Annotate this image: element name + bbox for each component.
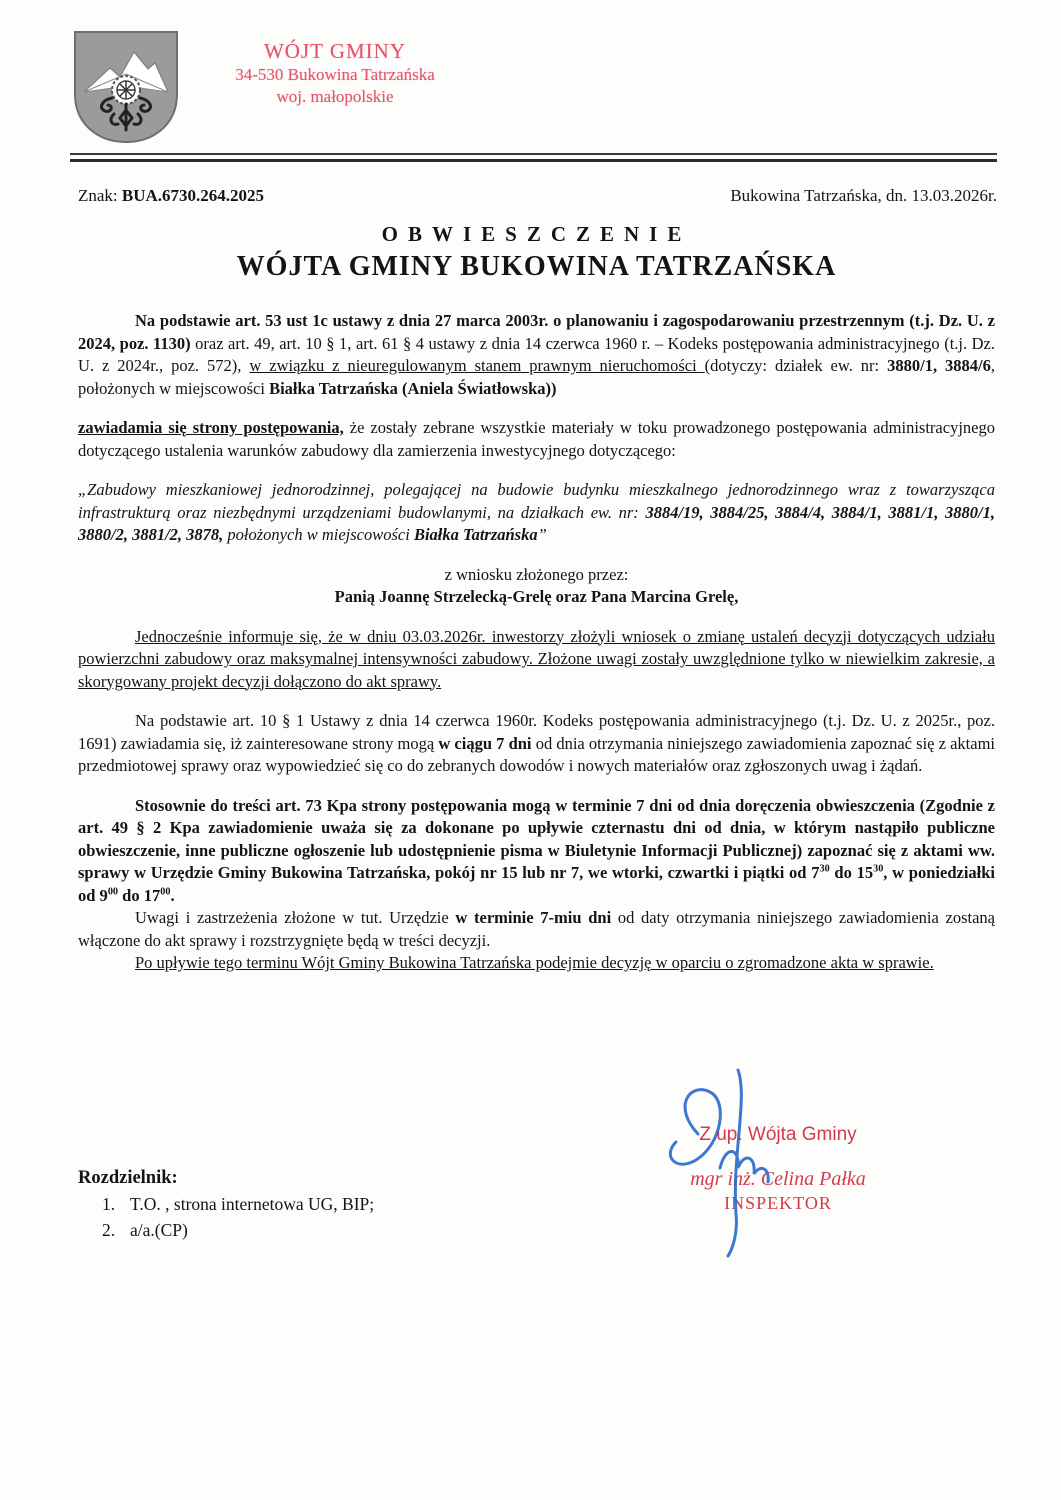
text-segment: ” — [537, 525, 547, 544]
text-segment: Białka Tatrzańska (Aniela Światłowska)) — [269, 378, 557, 398]
office-stamp — [200, 38, 470, 107]
paragraph-remarks — [78, 907, 995, 952]
list-item — [78, 1220, 374, 1241]
stamp-office-name: WÓJT GMINY — [263, 39, 407, 63]
document-body — [78, 222, 995, 975]
signature-name: mgr inż. Celina Pałka — [690, 1168, 866, 1190]
header-divider — [70, 153, 997, 162]
paragraph-amendment-info — [78, 626, 995, 694]
text-segment: Na podstawie art. 53 ust 1c ustawy z dnia 27 marca 2003r. o planowaniu i zagospodarowaniu przestrzennym (t.j. Dz. U. z 2024, poz. 1130) — [78, 311, 995, 353]
text-segment: „Zabudowy mieszkaniowej jednorodzinnej, polegającej na budowie budynku mieszkalnego jednorodzinnego wraz z towarzysząca infrastrukturą oraz niezbędnymi urządzeniami budowlanymi, na działkach ew. nr: — [78, 480, 995, 522]
paragraph-final-decision — [78, 952, 995, 975]
document-subtitle: WÓJTA GMINY BUKOWINA TATRZAŃSKA — [236, 251, 837, 282]
paragraph-notice — [78, 417, 995, 462]
distribution-list — [78, 1168, 374, 1241]
text-segment: w ciągu 7 dni — [438, 733, 532, 753]
text-segment: 00 — [107, 886, 119, 897]
signature-block — [638, 1090, 918, 1214]
text-segment: położonych w miejscowości — [223, 525, 414, 544]
text-segment: od daty otrzymania niniejszego zawiadomienia zostaną włączone do akt sprawy i rozstrzygnięte będą w treści decyzji. — [78, 908, 995, 950]
list-item-text: T.O. , strona internetowa UG, BIP; — [130, 1194, 375, 1214]
text-segment: Uwagi i zastrzeżenia złożone w tut. Urzędzie — [135, 908, 456, 927]
text-segment: że zostały zebrane wszystkie materiały w toku prowadzonego postępowania administracyjnego dotyczącego ustalenia warunków zabudowy dla zamierzenia inwestycyjnego dotyczącego: — [78, 418, 995, 460]
text-segment: do 15 — [829, 863, 874, 882]
text-segment: w związku z nieuregulowanym stanem prawnym nieruchomości — [249, 356, 705, 375]
text-segment: 3884/19, 3884/25, 3884/4, 3884/1, 3881/1, 3880/1, 3880/2, 3881/2, 3878, — [78, 502, 995, 544]
text-segment: Stosownie do treści art. 73 Kpa strony postępowania mogą w terminie 7 dni od dnia doręczenia obwieszczenia (Zgodnie z art. 49 § 2 Kpa zawiadomienie uważa się za dokonane po upływie czternastu dni od dnia, w którym nastąpiło publiczne obwieszczenie, inne publiczne ogłoszenie lub udostępnienie pisma w Biuletynie Informacji Publicznej) zapoznać się z aktami ww. sprawy w Urzędzie Gminy Bukowina Tatrzańska, pokój nr 15 lub nr 7, we wtorki, czwartki i piątki od 7 — [78, 795, 995, 882]
distribution-list-heading: Rozdzielnik: — [78, 1168, 178, 1188]
text-segment: w terminie 7-miu dni — [455, 908, 612, 927]
paragraph-art-73-kpa — [78, 795, 995, 908]
text-segment: . — [170, 885, 175, 905]
text-segment: Białka Tatrzańska — [413, 525, 538, 544]
paragraph-applicants: Panią Joannę Strzelecką-Grelę oraz Pana Marcina Grelę, — [334, 587, 739, 606]
text-segment: oraz art. 49, art. 10 § 1, art. 61 § 4 ustawy z dnia 14 czerwca 1960 r. – Kodeks postępowania administracyjnego (t.j. Dz. U. z 2024r., poz. 572), — [78, 333, 995, 375]
text-segment: Jednocześnie informuje się, że w dniu 03.03.2026r. inwestorzy złożyli wniosek o zmianę ustaleń decyzji dotyczących udziału powierzchni zabudowy oraz maksymalnej intensywności zabudowy. Złożone uwagi zostały uwzględnione tylko w niewielkim zakresie, a skorygowany projekt decyzji dołączono do akt sprawy. — [78, 626, 995, 691]
list-item-text: a/a.(CP) — [130, 1220, 188, 1240]
text-segment: zawiadamia się strony postępowania, — [78, 418, 344, 437]
paragraph-7-days-right — [78, 710, 995, 778]
text-segment: 3880/1, 3884/6 — [887, 356, 991, 375]
coat-of-arms-icon — [70, 28, 182, 146]
text-segment: Na podstawie art. 10 § 1 Ustawy z dnia 14 czerwca 1960r. Kodeks postępowania administracyjnego (t.j. Dz. U. z 2025r., poz. 1691) zawiadamia się, iż zainteresowane strony mogą — [78, 711, 995, 753]
handwritten-signature — [652, 1064, 812, 1264]
stamp-address: 34-530 Bukowina Tatrzańska — [235, 65, 435, 85]
signature-authority-line: Z up. Wójta Gminy — [699, 1124, 857, 1145]
case-number-label: Znak: — [78, 186, 118, 205]
paragraph-application-intro: z wniosku złożonego przez: — [444, 564, 629, 584]
document-title: OBWIESZCZENIE — [381, 222, 692, 246]
place-and-date: Bukowina Tatrzańska, dn. 13.03.2026r. — [730, 186, 997, 205]
paragraph-investment-quote — [78, 479, 995, 547]
text-segment: 00 — [160, 886, 171, 897]
text-segment: 30 — [819, 863, 830, 875]
text-segment: od dnia otrzymania niniejszego zawiadomienia zapoznać się z aktami przedmiotowej sprawy oraz wypowiedzieć się co do zebranych dowodów i nowych materiałów oraz zgłoszonych uwag i żądań. — [78, 733, 996, 775]
case-number — [78, 186, 264, 206]
text-segment: 30 — [873, 863, 884, 875]
text-segment: , położonych w miejscowości — [78, 356, 995, 398]
text-segment: (dotyczy: działek ew. nr: — [704, 356, 888, 375]
signature-position: INSPEKTOR — [724, 1193, 832, 1213]
meta-row — [78, 186, 997, 206]
case-number-value: BUA.6730.264.2025 — [121, 186, 265, 205]
text-segment: , w poniedziałki od 9 — [78, 863, 995, 905]
list-item-number: 1. — [102, 1194, 116, 1214]
paragraph-legal-basis — [78, 310, 995, 400]
stamp-voivodeship: woj. małopolskie — [276, 86, 394, 106]
list-item — [78, 1194, 374, 1215]
text-segment: Po upływie tego terminu Wójt Gminy Bukowina Tatrzańska podejmie decyzję w oparciu o zgromadzone akta w sprawie. — [135, 953, 934, 972]
text-segment: do 17 — [118, 885, 161, 905]
list-item-number: 2. — [102, 1220, 116, 1240]
